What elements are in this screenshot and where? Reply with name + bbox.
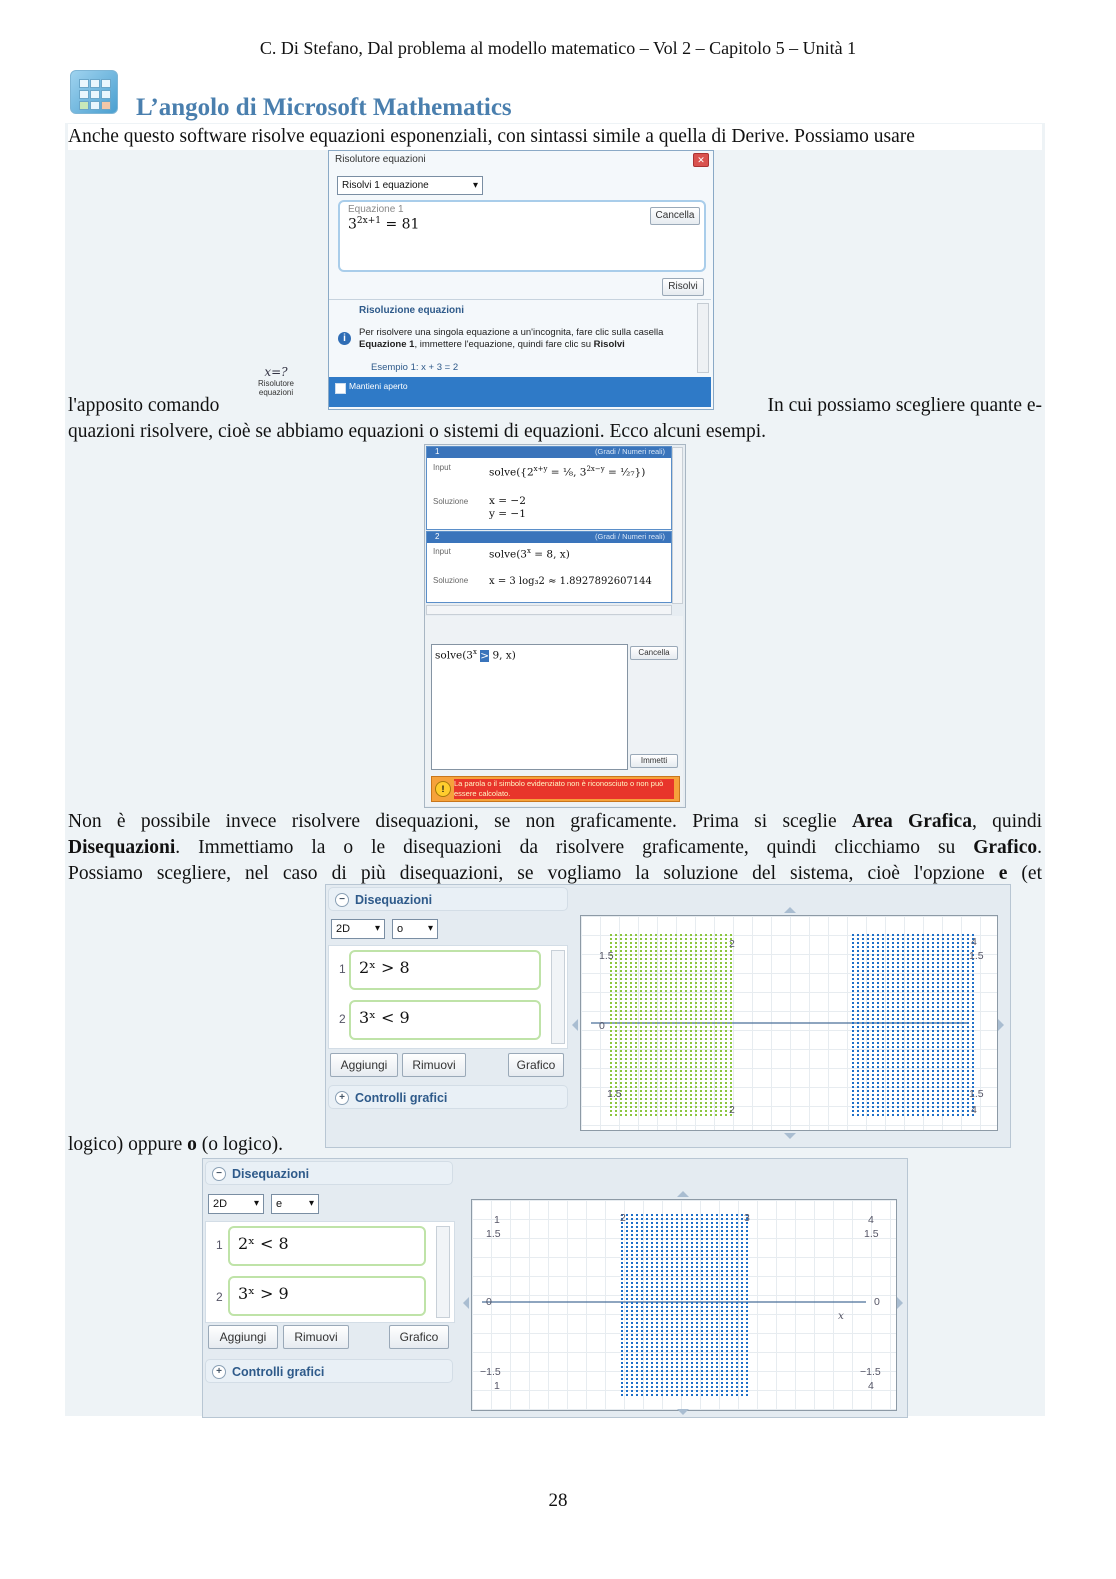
scroll-down-icon-1[interactable] [784, 1133, 796, 1139]
scroll-down-icon-2[interactable] [677, 1409, 689, 1415]
p2-l1-bold: Area Grafica [851, 811, 972, 832]
paragraph-1-command-text: l'apposito comando [68, 395, 220, 416]
p2-l1-end: , quindi [971, 811, 1042, 832]
tick-lb1-2: 1 [494, 1380, 500, 1392]
entry-1-solution-label: Soluzione [433, 497, 469, 506]
example-text: Esempio 1: x + 3 = 2 [371, 362, 459, 373]
worksheet-entry-2 [426, 531, 672, 603]
solver-footer [329, 377, 711, 407]
calculator-logo-icon [70, 70, 118, 114]
graph-controls-header-1[interactable] [328, 1085, 568, 1109]
entry-2-titlebar [427, 532, 671, 543]
solver-symbol: x=? [264, 365, 288, 379]
plot-button-2[interactable]: Grafico [389, 1325, 449, 1349]
editor-clear-button[interactable]: Cancella [630, 646, 678, 660]
input-area [425, 616, 683, 806]
p2-l4-end: (o logico). [196, 1134, 283, 1155]
inequalities-header-2[interactable] [205, 1161, 453, 1185]
equation-1-value: $3^{2x+1} = 81$ [348, 216, 420, 233]
tick-l15-2: 1.5 [486, 1228, 501, 1240]
paragraph-2-line-2 [68, 835, 1042, 861]
list-scrollbar-2[interactable] [436, 1226, 450, 1318]
help-scrollbar[interactable] [697, 303, 709, 373]
equation-count-select[interactable]: Risolvi 1 equazione ▾ [337, 176, 483, 195]
tick-zero-right-2: 0 [874, 1296, 880, 1308]
scroll-right-icon-2[interactable] [897, 1297, 903, 1309]
inequality-field-2[interactable]: 3ˣ < 9 [349, 1000, 541, 1040]
entry-1-input-label: Input [433, 463, 451, 472]
entry-1-mode: (Gradi / Numeri reali) [594, 447, 665, 456]
graph-panel-1 [325, 884, 1011, 1148]
p2-l4-bold: o [187, 1134, 197, 1155]
graph-panel-2 [202, 1158, 908, 1418]
worksheet-panel [424, 444, 686, 808]
p2-l2-bold: Disequazioni [68, 837, 176, 858]
expand-icon: + [212, 1365, 226, 1379]
tick-l1-2: 1 [494, 1214, 500, 1226]
tick-two-bot-1: 2 [729, 1104, 735, 1116]
entry-2-solution: x = 3 log₃2 ≈ 1.8927892607144 [489, 576, 652, 587]
scroll-up-icon-1[interactable] [784, 907, 796, 913]
inequalities-title-2: Disequazioni [232, 1167, 310, 1181]
tick-left-top-1: 1.5 [599, 950, 614, 962]
paragraph-1-line-3: quazioni risolvere, cioè se abbiamo equazioni o sistemi di equazioni. Ecco alcuni esempi. [68, 421, 766, 442]
expression-editor[interactable] [431, 644, 628, 770]
keep-open-checkbox[interactable] [335, 383, 346, 394]
plot-button-1[interactable]: Grafico [508, 1053, 564, 1077]
inequalities-header-1[interactable] [328, 887, 568, 911]
logic-select-2[interactable]: e ▾ [271, 1194, 319, 1214]
close-icon[interactable]: ✕ [693, 153, 709, 167]
tick-left-bot-1: 1.5 [607, 1088, 622, 1100]
dimension-select-2[interactable]: 2D ▾ [208, 1194, 264, 1214]
solver-window [328, 150, 714, 410]
tick-two-2: 2 [620, 1212, 626, 1224]
collapse-icon: − [212, 1167, 226, 1181]
solver-command-label-1: Risolutore [257, 379, 294, 388]
inequality-field-1[interactable]: 2ˣ > 8 [349, 950, 541, 990]
p2-l1-text: Non è possibile invece risolvere disequazioni, se non graficamente. Prima si sceglie [68, 811, 852, 832]
warning-icon: ! [435, 781, 451, 797]
entry-2-input-label: Input [433, 547, 451, 556]
tick-zero-left-2: 0 [486, 1296, 492, 1308]
p2-l4-text: logico) oppure [68, 1134, 188, 1155]
editor-text: solve(3$^x$ > 9, x) [435, 648, 516, 662]
row-number-4: 2 [216, 1290, 223, 1304]
worksheet-h-scrollbar[interactable] [426, 605, 672, 615]
equation-1-field[interactable] [338, 200, 706, 272]
remove-button-1[interactable]: Rimuovi [402, 1053, 466, 1077]
inequality-field-4[interactable]: 3ˣ > 9 [228, 1276, 426, 1316]
p2-l2-text: . Immettiamo la o le disequazioni da risolvere graficamente, quindi clicchiamo su [175, 837, 974, 858]
logic-select-1[interactable]: o ▾ [392, 919, 438, 939]
solver-title: Risolutore equazioni [335, 154, 426, 165]
entry-2-number: 2 [435, 532, 440, 541]
tick-four-bot-1: 4 [971, 1104, 977, 1116]
clear-button[interactable]: Cancella [650, 207, 700, 225]
entry-2-input: $solve(3^x = 8$, x) [489, 547, 570, 561]
entry-1-solution [489, 495, 526, 521]
entry-1-input: $solve(\{2^{x+y}$ = ¹⁄₈, $3^{2x-y}$ = ¹⁄₂₇}) [489, 465, 646, 479]
expand-icon: + [335, 1091, 349, 1105]
entry-1-solution-x: x = −2 [489, 495, 526, 507]
scroll-right-icon-1[interactable] [998, 1019, 1004, 1031]
entry-1-number: 1 [435, 447, 440, 456]
tick-rb4-2: 4 [868, 1380, 874, 1392]
p2-l3-end: (et [1007, 863, 1042, 884]
entry-1-solution-y: y = −1 [489, 508, 526, 520]
row-number-1: 1 [339, 962, 346, 976]
info-icon: i [338, 332, 351, 345]
p2-l3-text: Possiamo scegliere, nel caso di più disequazioni, se vogliamo la soluzione del sistema, cioè l'opzione [68, 863, 999, 884]
row-number-3: 1 [216, 1238, 223, 1252]
scroll-up-icon-2[interactable] [677, 1191, 689, 1197]
tick-zero-1: 0 [599, 1020, 605, 1032]
p2-l3-bold: e [998, 863, 1008, 884]
graph-controls-title-2: Controlli grafici [232, 1365, 325, 1379]
row-number-2: 2 [339, 1012, 346, 1026]
inequality-list-2 [205, 1221, 455, 1323]
entry-2-mode: (Gradi / Numeri reali) [594, 532, 665, 541]
x-axis-label-2: x [838, 1310, 844, 1322]
add-button-2[interactable]: Aggiungi [208, 1325, 278, 1349]
inequality-field-3[interactable]: 2ˣ < 8 [228, 1226, 426, 1266]
tick-lm15-2: −1.5 [480, 1366, 501, 1378]
scroll-left-icon-1[interactable] [572, 1019, 578, 1031]
plot-svg-1 [581, 916, 997, 1130]
paragraph-1-line-1: Anche questo software risolve equazioni esponenziali, con sintassi simile a quella di Derive. Possiamo usare [68, 124, 1042, 150]
tick-r4-2: 4 [868, 1214, 874, 1226]
worksheet-entry-1 [426, 446, 672, 530]
graph-controls-title-1: Controlli grafici [355, 1091, 448, 1105]
page-number: 28 [548, 1490, 568, 1511]
add-button-1[interactable]: Aggiungi [330, 1053, 398, 1077]
enter-button[interactable]: Immetti [630, 754, 678, 768]
dimension-select-1[interactable]: 2D ▾ [331, 919, 385, 939]
tick-right-bot-1: 1.5 [969, 1088, 984, 1100]
collapse-icon: − [335, 893, 349, 907]
inequalities-title-1: Disequazioni [355, 893, 433, 907]
solver-command-label-2: equazioni [258, 388, 294, 397]
divider [329, 299, 711, 300]
tick-rm15-2: −1.5 [860, 1366, 881, 1378]
plot-area-1[interactable] [580, 915, 998, 1131]
inequality-list-1 [328, 945, 568, 1049]
warning-text: La parola o il simbolo evidenziato non è riconosciuto o non può essere calcolato. [454, 779, 674, 799]
section-title: L’angolo di Microsoft Mathematics [136, 94, 512, 121]
remove-button-2[interactable]: Rimuovi [283, 1325, 349, 1349]
help-title: Risoluzione equazioni [359, 305, 465, 316]
paragraph-2-line-1 [68, 809, 1042, 835]
paragraph-1-after-text: In cui possiamo scegliere quante e- [767, 395, 1042, 416]
entry-1-titlebar [427, 447, 671, 458]
solve-button[interactable]: Risolvi [662, 278, 704, 296]
tick-three-2: 3 [744, 1212, 750, 1224]
solver-command-icon[interactable] [252, 365, 300, 409]
entry-2-solution-label: Soluzione [433, 576, 469, 585]
paragraph-2-line-4 [68, 1132, 283, 1158]
plot-svg-2 [472, 1200, 896, 1410]
p2-l2-end: . [1037, 837, 1042, 858]
list-scrollbar-1[interactable] [551, 950, 565, 1044]
running-header: C. Di Stefano, Dal problema al modello matematico – Vol 2 – Capitolo 5 – Unità 1 [259, 38, 857, 58]
help-text: Per risolvere una singola equazione a un'incognita, fare clic sulla casella Equazione 1, immettere l'equazione, quindi fare clic su Risolvi [359, 327, 664, 350]
tick-r15-2: 1.5 [864, 1228, 879, 1240]
tick-four-top-1: 4 [971, 936, 977, 948]
tick-two-top-1: 2 [729, 938, 735, 950]
scroll-left-icon-2[interactable] [463, 1297, 469, 1309]
keep-open-label: Mantieni aperto [349, 381, 408, 391]
graph-controls-header-2[interactable] [205, 1359, 453, 1383]
worksheet-scrollbar[interactable] [672, 447, 683, 604]
equation-1-label: Equazione 1 [348, 204, 404, 215]
p2-l2-bold-2: Grafico [973, 837, 1038, 858]
tick-right-top-1: 1.5 [969, 950, 984, 962]
warning-bar [431, 776, 680, 802]
plot-area-2[interactable] [471, 1199, 897, 1411]
